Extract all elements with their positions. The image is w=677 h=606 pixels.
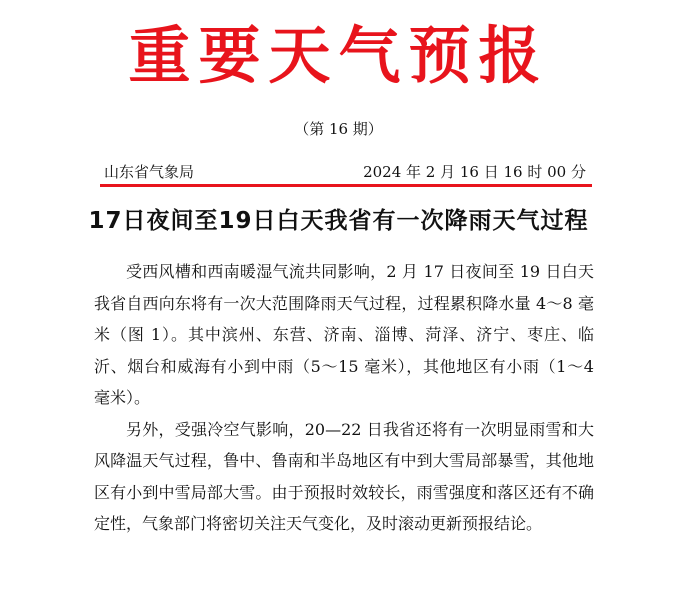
meta-row [100,160,590,186]
body-text [94,256,594,540]
issuer-name: 山东省气象局 [104,163,195,181]
red-divider [100,184,592,187]
issue-number: （第 16 期） [294,120,383,138]
paragraph-snow-forecast: 另外，受强冷空气影响，20—22 日我省还将有一次明显雨雪和大风降温天气过程，鲁中、鲁南和半岛地区有中到大雪局部暴雪，其他地区有小到中雪局部大雪。由于预报时效较长，雨雪强度和落区还有不确定性，气象部门将密切关注天气变化，及时滚动更新预报结论。 [94,419,594,533]
issue-datetime: 2024 年 2 月 16 日 16 时 00 分 [363,163,586,181]
masthead-title: 重要天气预报 [128,19,549,92]
headline: 17日夜间至19日白天我省有一次降雨天气过程 [88,208,589,234]
paragraph-rain-forecast: 受西风槽和西南暖湿气流共同影响，2 月 17 日夜间至 19 日白天我省自西向东将有一次大范围降雨天气过程，过程累积降水量 4～8 毫米（图 1）。其中滨州、东营、济南、淄博、菏泽、济宁、枣庄、临沂、烟台和威海有小到中雨（5～15 毫米），其他地区有小雨（1～4 毫米）。 [94,262,594,407]
